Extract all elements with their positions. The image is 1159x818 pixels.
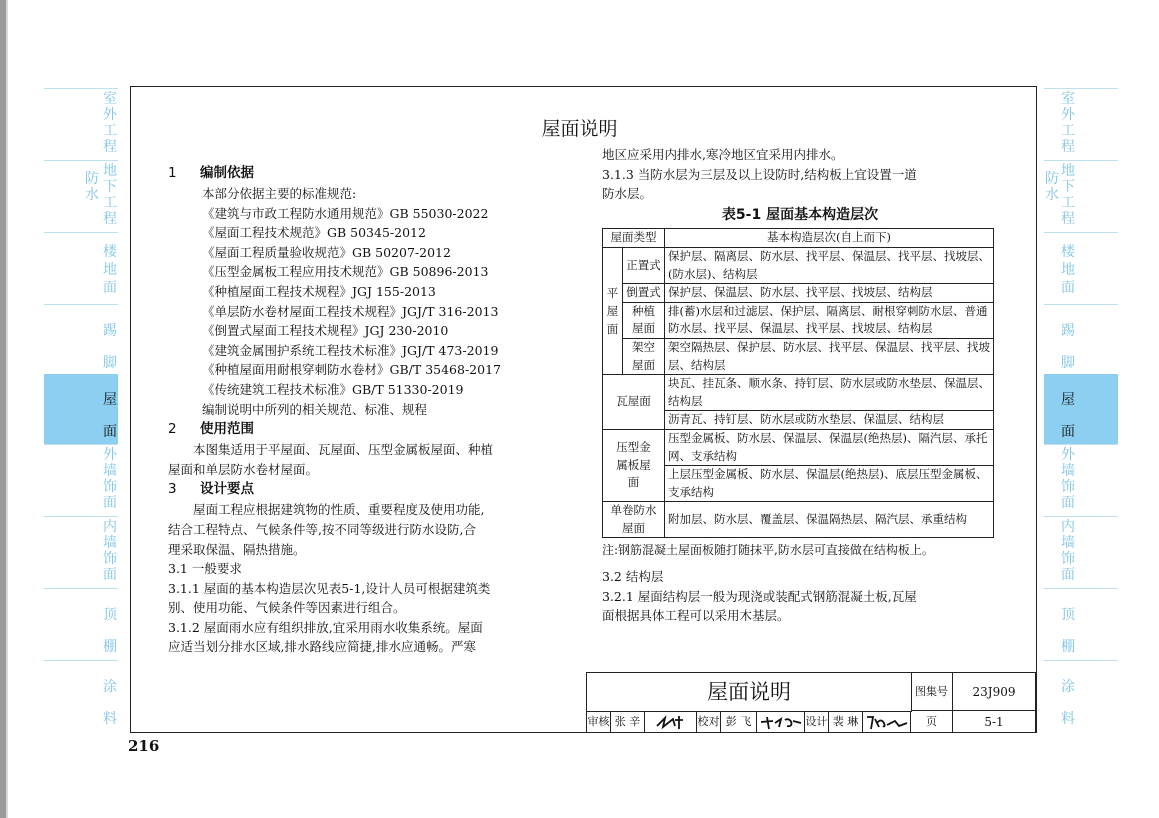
table-row	[603, 247, 994, 283]
tab-interior-wall[interactable]	[44, 516, 118, 588]
tab-interior-wall[interactable]	[1044, 516, 1118, 588]
section-3-text: 结合工程特点、气候条件等,按不同等级进行防水设防,合	[168, 521, 476, 537]
section-3-heading	[168, 479, 568, 500]
checker-signature-drawing	[757, 711, 805, 733]
cell-layers: 压型金属板、防水层、保温层、保温层(绝热层)、隔汽层、承托网、支承结构	[665, 429, 994, 465]
standard-item: 《屋面工程质量验收规范》GB 50207-2012	[202, 244, 451, 260]
cell-layers: 保护层、隔离层、防水层、找平层、保温层、找平层、找坡层、(防水层)、结构层	[665, 247, 994, 283]
table-row	[603, 284, 994, 303]
clause-3-2-1: 面根据具体工程可以采用木基层。	[602, 608, 790, 624]
table-note: 注:钢筋混凝土屋面板随打随抹平,防水层可直接做在结构板上。	[602, 543, 934, 558]
tab-waterproofing[interactable]	[44, 160, 118, 232]
tab-floor[interactable]	[44, 232, 118, 304]
cell-layers: 保护层、保温层、防水层、找平层、找坡层、结构层	[665, 284, 994, 303]
design-label: 设计	[805, 711, 829, 733]
cell-layers: 架空隔热层、保护层、防水层、找平层、保温层、找平层、找坡层、结构层	[665, 338, 994, 374]
cell-type: 种植屋面	[623, 302, 665, 338]
section-title: 设计要点	[200, 481, 254, 498]
standard-item: 《种植屋面工程技术规程》JGJ 155-2013	[202, 283, 436, 299]
cell-type: 正置式	[623, 247, 665, 283]
page-label: 页	[911, 711, 953, 733]
section-1-heading	[168, 163, 568, 184]
tab-label: 内墙饰面	[1061, 519, 1075, 583]
standard-item: 《建筑与市政工程防水通用规范》GB 55030-2022	[202, 205, 489, 221]
tab-label: 楼地面	[1061, 244, 1075, 296]
tab-label-right: 地下工程	[1061, 163, 1075, 227]
header-layers: 基本构造层次(自上而下)	[665, 229, 994, 248]
tab-label-left: 防水	[1045, 171, 1059, 203]
tab-label: 顶棚	[1061, 607, 1075, 655]
header-roof-type: 屋面类型	[603, 229, 665, 248]
table-row	[603, 338, 994, 374]
cell-type: 架空屋面	[623, 338, 665, 374]
section-number: 3	[168, 481, 177, 498]
standard-item: 《建筑金属围护系统工程技术标准》JGJ/T 473-2019	[202, 342, 499, 358]
table-row	[603, 502, 994, 538]
cell-layers: 沥青瓦、持钉层、防水层或防水垫层、保温层、结构层	[665, 411, 994, 430]
standard-item: 《传统建筑工程技术标准》GB/T 51330-2019	[202, 381, 464, 397]
cell-type: 倒置式	[623, 284, 665, 303]
designer-name: 裴 琳	[829, 711, 863, 733]
tab-label: 室外工程	[1061, 91, 1075, 155]
tab-label: 涂料	[103, 679, 117, 727]
tab-skirting[interactable]	[1044, 304, 1118, 376]
designer-signature-drawing	[863, 711, 911, 733]
tab-label: 屋面	[1061, 392, 1075, 440]
section-number: 1	[168, 165, 177, 181]
checker-name: 彭 飞	[721, 711, 757, 733]
cell-single-membrane-roof: 单卷防水屋面	[603, 502, 665, 538]
standard-item: 《种植屋面用耐根穿刺防水卷材》GB/T 35468-2017	[202, 362, 501, 378]
table-row	[603, 429, 994, 465]
checker-signature	[757, 711, 805, 733]
standard-item: 《屋面工程技术规范》GB 50345-2012	[202, 225, 426, 241]
tab-coating[interactable]	[44, 660, 118, 730]
clause-3-1-2-cont: 地区应采用内排水,寒冷地区宜采用内排水。	[602, 147, 844, 162]
tab-roof[interactable]	[44, 374, 118, 444]
section-1-closing: 编制说明中所列的相关规范、标准、规程	[202, 401, 428, 417]
clause-3-1-3: 防水层。	[602, 186, 653, 202]
section-3-text: 理采取保温、隔热措施。	[168, 541, 306, 557]
tab-label: 外墙饰面	[1061, 447, 1075, 511]
book-page-number: 216	[128, 737, 160, 755]
reviewer-signature-drawing	[645, 711, 697, 733]
cell-layers: 附加层、防水层、覆盖层、保温隔热层、隔汽层、承重结构	[665, 502, 994, 538]
tab-ceiling[interactable]	[1044, 588, 1118, 660]
tab-skirting[interactable]	[44, 304, 118, 376]
tab-coating[interactable]	[1044, 660, 1118, 730]
section-2-line: 本图集适用于平屋面、瓦屋面、压型金属板屋面、种植	[193, 442, 494, 458]
section-title: 编制依据	[200, 165, 254, 181]
cell-layers: 块瓦、挂瓦条、顺水条、持钉层、防水层或防水垫层、保温层、结构层	[665, 375, 994, 411]
tab-floor[interactable]	[1044, 232, 1118, 304]
title-block	[586, 672, 1036, 733]
standard-item: 《单层防水卷材屋面工程技术规程》JGJ/T 316-2013	[202, 303, 499, 319]
designer-signature	[863, 711, 911, 733]
tab-label: 涂料	[1061, 679, 1075, 727]
cell-flat-roof: 平屋面	[603, 247, 623, 374]
reviewer-name: 张 辛	[611, 711, 645, 733]
atlas-no-label: 图集号	[911, 673, 953, 711]
section-2-heading	[168, 419, 568, 440]
review-label: 审核	[587, 711, 611, 733]
check-label: 校对	[697, 711, 721, 733]
tab-label: 内墙饰面	[103, 519, 117, 583]
tab-label: 踢脚	[103, 323, 117, 371]
page-no: 5-1	[953, 711, 1036, 733]
table-header-row	[603, 229, 994, 248]
clause-3-2-1: 3.2.1 屋面结构层一般为现浇或装配式钢筋混凝土板,瓦屋	[602, 588, 917, 604]
tab-roof[interactable]	[1044, 374, 1118, 444]
clause-3-1-1: 别、使用功能、气候条件等因素进行组合。	[168, 600, 406, 616]
section-2-line: 屋面和单层防水卷材屋面。	[168, 461, 319, 477]
subsection-3-1: 3.1 一般要求	[168, 561, 242, 577]
page-title: 屋面说明	[541, 118, 618, 140]
tab-label: 顶棚	[103, 607, 117, 655]
tab-label: 踢脚	[1061, 323, 1075, 371]
standard-item: 《倒置式屋面工程技术规程》JGJ 230-2010	[202, 323, 449, 339]
tab-waterproofing[interactable]	[1044, 160, 1118, 232]
section-3-text: 屋面工程应根据建筑物的性质、重要程度及使用功能,	[193, 502, 485, 518]
tab-label: 室外工程	[103, 91, 117, 155]
table-title: 表5-1 屋面基本构造层次	[721, 206, 879, 223]
clause-3-1-1: 3.1.1 屋面的基本构造层次见表5-1,设计人员可根据建筑类	[168, 580, 491, 596]
left-column	[168, 163, 568, 657]
subsection-3-2: 3.2 结构层	[602, 569, 664, 585]
tab-exterior-wall[interactable]	[44, 444, 118, 516]
standard-item: 《压型金属板工程应用技术规范》GB 50896-2013	[202, 264, 489, 280]
tab-label-right: 地下工程	[103, 163, 117, 227]
cell-tile-roof: 瓦屋面	[603, 375, 665, 430]
tab-label: 屋面	[103, 392, 117, 440]
cell-layers: 排(蓄)水层和过滤层、保护层、隔离层、耐根穿刺防水层、普通防水层、找平层、保温层、找平层、找坡层、结构层	[665, 302, 994, 338]
roof-layers-table	[602, 228, 994, 538]
table-row	[603, 302, 994, 338]
tab-label: 楼地面	[103, 244, 117, 296]
section-number: 2	[168, 421, 177, 438]
clause-3-1-2: 3.1.2 屋面雨水应有组织排放,宜采用雨水收集系统。屋面	[168, 619, 483, 635]
reviewer-signature	[645, 711, 697, 733]
tab-label-left: 防水	[85, 171, 99, 203]
title-block-name: 屋面说明	[587, 673, 912, 712]
cell-layers: 上层压型金属板、防水层、保温层(绝热层)、底层压型金属板、支承结构	[665, 466, 994, 502]
section-title: 使用范围	[200, 421, 254, 438]
cell-metal-roof: 压型金属板屋面	[603, 429, 665, 501]
section-1-intro: 本部分依据主要的标准规范:	[202, 186, 357, 201]
right-column	[602, 145, 998, 626]
tab-exterior-wall[interactable]	[1044, 444, 1118, 516]
clause-3-1-2: 应适当划分排水区域,排水路线应简捷,排水应通畅。严寒	[168, 639, 476, 655]
table-row	[603, 375, 994, 411]
tab-ceiling[interactable]	[44, 588, 118, 660]
tab-label: 外墙饰面	[103, 447, 117, 511]
clause-3-1-3: 3.1.3 当防水层为三层及以上设防时,结构板上宜设置一道	[602, 166, 917, 182]
atlas-no: 23J909	[953, 673, 1036, 711]
